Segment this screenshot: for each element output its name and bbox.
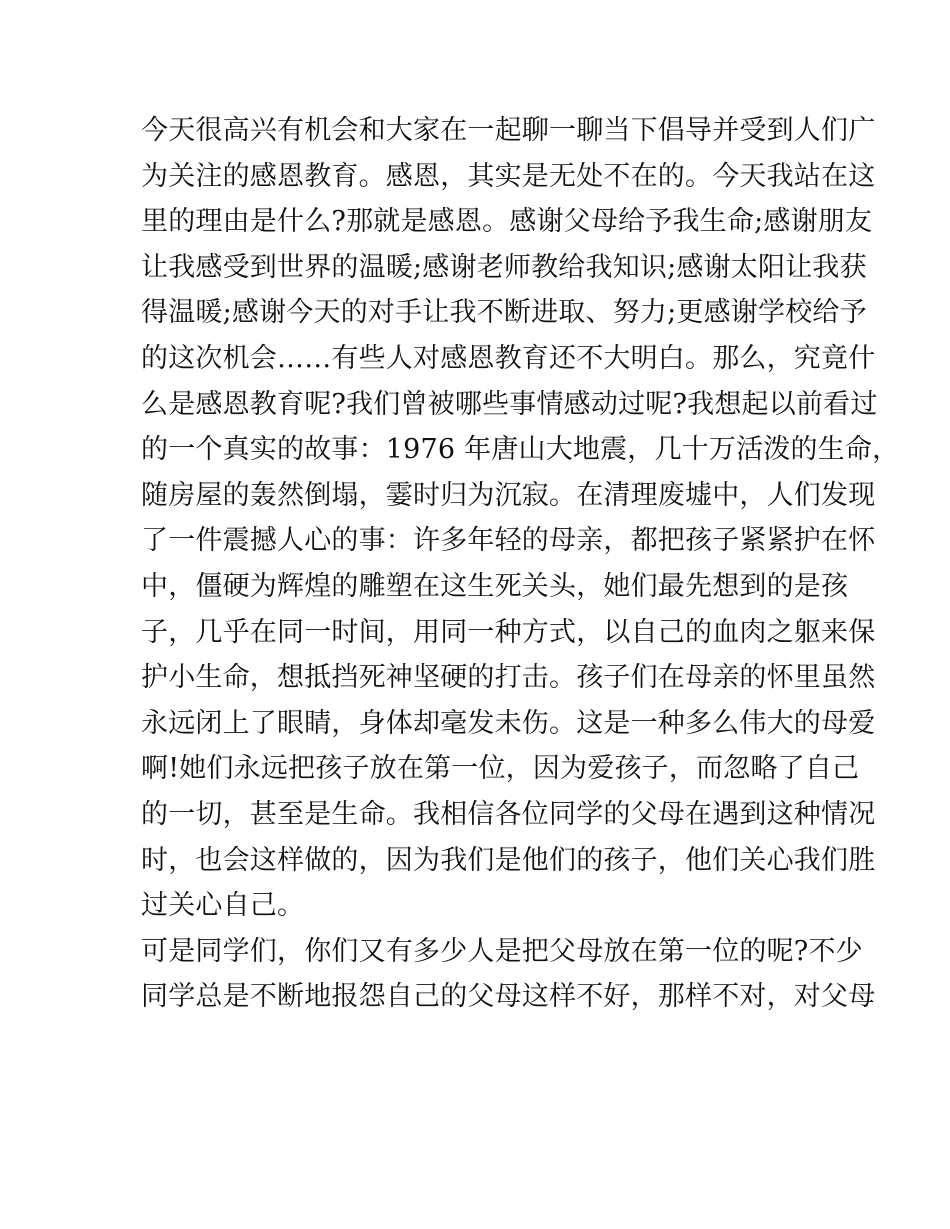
text-line: 么是感恩教育呢?我们曾被哪些事情感动过呢?我想起以前看过 — [141, 388, 878, 420]
text-line: 了一件震撼人心的事：许多年轻的母亲，都把孩子紧紧护在怀 — [141, 525, 876, 557]
text-line: 啊!她们永远把孩子放在第一位，因为爱孩子，而忽略了自己 — [141, 753, 860, 785]
text-line: 里的理由是什么?那就是感恩。感谢父母给予我生命;感谢朋友 — [141, 206, 873, 238]
text-line: 的这次机会……有些人对感恩教育还不大明白。那么，究竟什 — [141, 342, 876, 374]
text-line: 今天很高兴有机会和大家在一起聊一聊当下倡导并受到人们广 — [141, 115, 876, 146]
text-line: 同学总是不断地报怨自己的父母这样不好，那样不对，对父母 — [141, 981, 876, 1013]
text-line: 为关注的感恩教育。感恩，其实是无处不在的。今天我站在这 — [141, 160, 876, 192]
text-line: 得温暖;感谢今天的对手让我不断进取、努力;更感谢学校给予 — [141, 297, 867, 329]
text-line: 中，僵硬为辉煌的雕塑在这生死关头，她们最先想到的是孩 — [141, 570, 849, 602]
paragraph-2 — [141, 929, 876, 1020]
text-line: 的一个真实的故事：1976 年唐山大地震，几十万活泼的生命， — [141, 434, 900, 466]
text-line: 随房屋的轰然倒塌，霎时归为沉寂。在清理废墟中，人们发现 — [141, 479, 876, 511]
text-line: 的一切，甚至是生命。我相信各位同学的父母在遇到这种情况 — [141, 798, 876, 830]
text-line: 可是同学们，你们又有多少人是把父母放在第一位的呢?不少 — [141, 935, 863, 967]
text-line: 时，也会这样做的，因为我们是他们的孩子，他们关心我们胜 — [141, 844, 876, 876]
paragraph-1 — [141, 108, 900, 929]
text-line: 让我感受到世界的温暖;感谢老师教给我知识;感谢太阳让我获 — [141, 251, 867, 283]
text-line: 子，几乎在同一时间，用同一种方式，以自己的血肉之躯来保 — [141, 616, 876, 648]
text-line: 过关心自己。 — [141, 890, 305, 922]
text-line: 永远闭上了眼睛，身体却毫发未伤。这是一种多么伟大的母爱 — [141, 707, 876, 739]
text-line: 护小生命，想抵挡死神坚硬的打击。孩子们在母亲的怀里虽然 — [141, 662, 876, 694]
body-text — [141, 108, 900, 1020]
